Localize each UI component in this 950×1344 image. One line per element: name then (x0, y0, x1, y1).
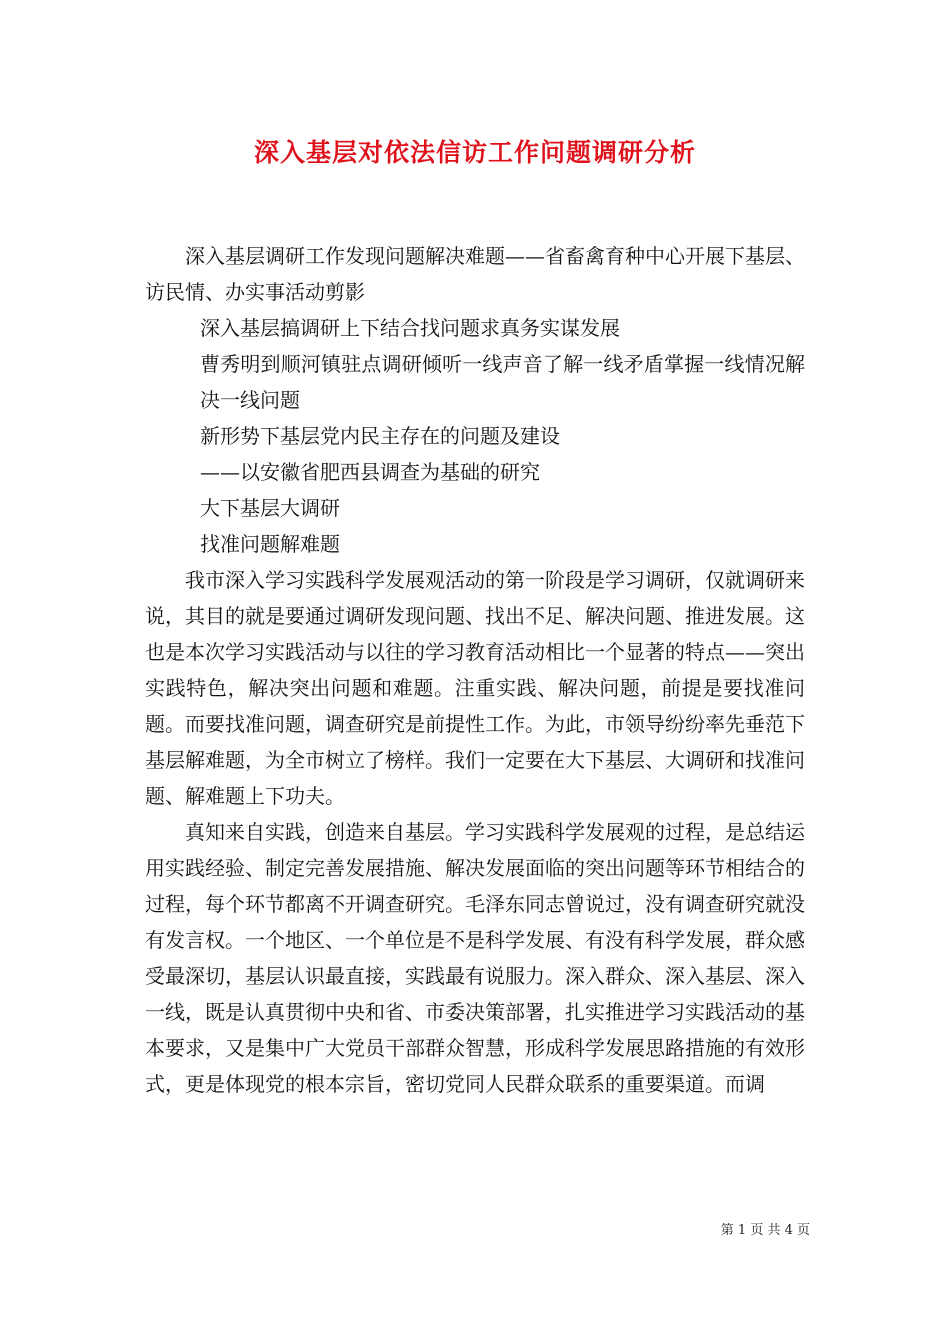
heading-line: 找准问题解难题 (200, 532, 340, 556)
body-paragraph: 真知来自实践，创造来自基层。学习实践科学发展观的过程，是总结运用实践经验、制定完善发展措施、解决发展面临的突出问题等环节相结合的过程，每个环节都离不开调查研究。毛泽东同志曾说过，没有调查研究就没有发言权。一个地区、一个单位是不是科学发展、有没有科学发展，群众感受最深切，基层认识最直接，实践最有说服力。深入群众、深入基层、深入一线，既是认真贯彻中央和省、市委决策部署，扎实推进学习实践活动的基本要求，又是集中广大党员干部群众智慧，形成科学发展思路措施的有效形式，更是体现党的根本宗旨，密切党同人民群众联系的重要渠道。而调 (145, 820, 805, 1096)
page-number: 第 1 页 共 4 页 (720, 1223, 810, 1238)
body-paragraph: 我市深入学习实践科学发展观活动的第一阶段是学习调研，仅就调研来说，其目的就是要通过调研发现问题、找出不足、解决问题、推进发展。这也是本次学习实践活动与以往的学习教育活动相比一个显著的特点——突出实践特色，解决突出问题和难题。注重实践、解决问题，前提是要找准问题。而要找准问题，调查研究是前提性工作。为此，市领导纷纷率先垂范下基层解难题，为全市树立了榜样。我们一定要在大下基层、大调研和找准问题、解难题上下功夫。 (145, 568, 805, 808)
heading-line: 曹秀明到顺河镇驻点调研倾听一线声音了解一线矛盾掌握一线情况解决一线问题 (200, 352, 805, 412)
heading-line: 新形势下基层党内民主存在的问题及建设 (200, 424, 560, 448)
heading-line: 大下基层大调研 (200, 496, 340, 520)
document-body (145, 238, 805, 1102)
paragraph-intro: 深入基层调研工作发现问题解决难题——省畜禽育种中心开展下基层、访民情、办实事活动剪影 (145, 244, 805, 304)
document-title: 深入基层对依法信访工作问题调研分析 (253, 138, 696, 167)
heading-line: 深入基层搞调研上下结合找问题求真务实谋发展 (200, 316, 620, 340)
heading-line: ——以安徽省肥西县调查为基础的研究 (200, 460, 540, 484)
